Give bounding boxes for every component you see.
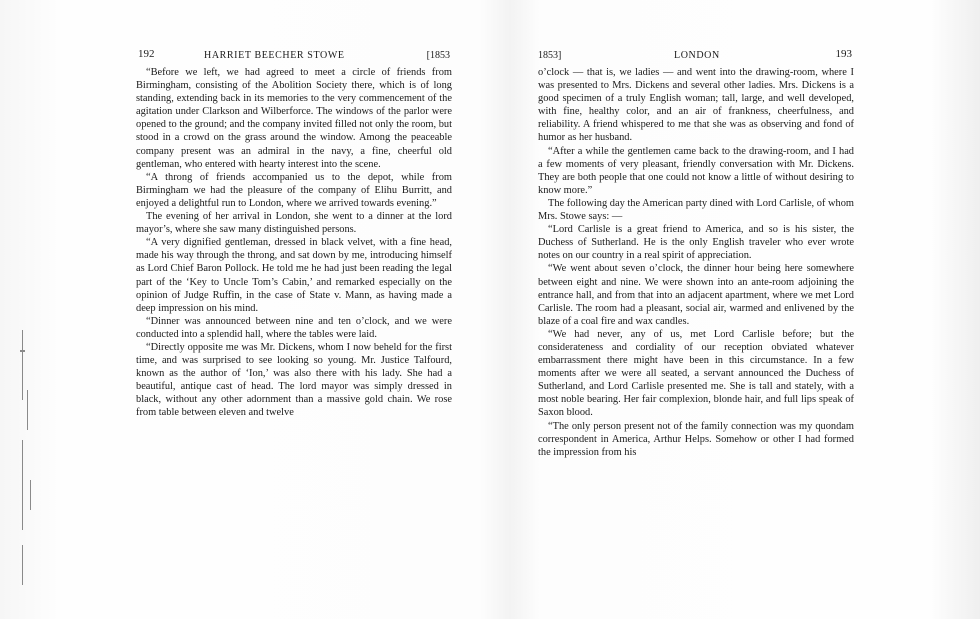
right-page-body bbox=[538, 66, 854, 459]
paragraph: “We had never, any of us, met Lord Carlisle before; but the considerateness and cordiality of our reception obviated whatever embarrassment there might have been in this circumstance. In a few moments after we were all seated, a servant announced the Duchess of Sutherland, and Lord Carlisle presented me. She is tall and stately, with a most noble bearing. Her fair complexion, blonde hair, and full lips speak of Saxon blood. bbox=[538, 328, 854, 419]
paragraph: “Dinner was announced between nine and ten o’clock, and we were conducted into a splendid hall, where the tables were laid. bbox=[136, 315, 452, 340]
paragraph: “Directly opposite me was Mr. Dickens, whom I now beheld for the first time, and was surprised to see looking so young. Mr. Justice Talfourd, known as the author of ‘Ion,’ was also there with his lady. She had a beautiful, antique cast of head. The lord mayor was simply dressed in black, without any other adornment than a massive gold chain. We rose from table between eleven and twelve bbox=[136, 341, 452, 419]
left-page-body bbox=[136, 66, 452, 420]
left-page bbox=[136, 48, 452, 420]
paragraph: “Before we left, we had agreed to meet a circle of friends from Birmingham, consisting of the Abolition Society there, which is of long standing, extending back in its memories to the very commencement of the agitation under Clarkson and Wilberforce. The windows of the parlor were opened to the ground; and the company invited filled not only the room, but stood in a crowd on the grass around the window. Among the peaceable company present was an admiral in the navy, a fine, cheerful old gentleman, who entered with hearty interest into the scene. bbox=[136, 67, 452, 170]
right-page-header bbox=[538, 48, 854, 66]
left-page-header bbox=[136, 48, 452, 66]
running-year: [1853 bbox=[426, 50, 450, 61]
paragraph: The following day the American party dined with Lord Carlisle, of whom Mrs. Stowe says: — bbox=[538, 197, 854, 223]
paragraph: “Lord Carlisle is a great friend to America, and so is his sister, the Duchess of Sutherland. He is the only English traveler who ever wrote notes on our country in a real spirit of appreciation. bbox=[538, 224, 854, 262]
right-page bbox=[538, 48, 854, 459]
paragraph: “A very dignified gentleman, dressed in black velvet, with a fine head, made his way through the throng, and sat down by me, introducing himself as Lord Chief Baron Pollock. He told me he had just been reading the legal part of the ‘Key to Uncle Tom’s Cabin,’ and remarked especially on the opinion of Judge Ruffin, in the case of State v. Mann, as having made a deep impression on his mind. bbox=[136, 237, 452, 314]
paragraph: “We went about seven o’clock, the dinner hour being here somewhere between eight and nine. We were shown into an ante-room adjoining the entrance hall, and from that into an adjacent apartment, where we met Lord Carlisle. The room had a pleasant, social air, warmed and enlivened by the blaze of a coal fire and wax candles. bbox=[538, 263, 854, 327]
margin-annotation-marks bbox=[18, 330, 38, 590]
running-title: LONDON bbox=[674, 50, 720, 61]
paragraph: The evening of her arrival in London, she went to a dinner at the lord mayor’s, where she saw many distinguished persons. bbox=[136, 211, 452, 236]
page-number: 193 bbox=[835, 48, 852, 60]
page-number: 192 bbox=[138, 48, 155, 60]
running-title: HARRIET BEECHER STOWE bbox=[204, 50, 345, 61]
paragraph: o’clock — that is, we ladies — and went into the drawing-room, where I was presented to Mrs. Dickens and several other ladies. Mrs. Dickens is a good specimen of a truly English woman; tall, large, and well developed, with fine, healthy color, and an air of frankness, cheerfulness, and reliability. A friend whispered to me that she was as observing and fond of humor as her husband. bbox=[538, 67, 854, 144]
paragraph: “The only person present not of the family connection was my quondam correspondent in America, Arthur Helps. Somehow or other I had formed the impression from his bbox=[538, 420, 854, 458]
paragraph: “After a while the gentlemen came back to the drawing-room, and I had a few moments of very pleasant, friendly conversation with Mr. Dickens. They are both people that one could not know a little of without desiring to know more.” bbox=[538, 145, 854, 196]
paragraph: “A throng of friends accompanied us to the depot, while from Birmingham we had the pleasure of the company of Elihu Burritt, and enjoyed a delightful run to London, where we arrived towards evening.” bbox=[136, 171, 452, 209]
running-year: 1853] bbox=[538, 50, 562, 61]
